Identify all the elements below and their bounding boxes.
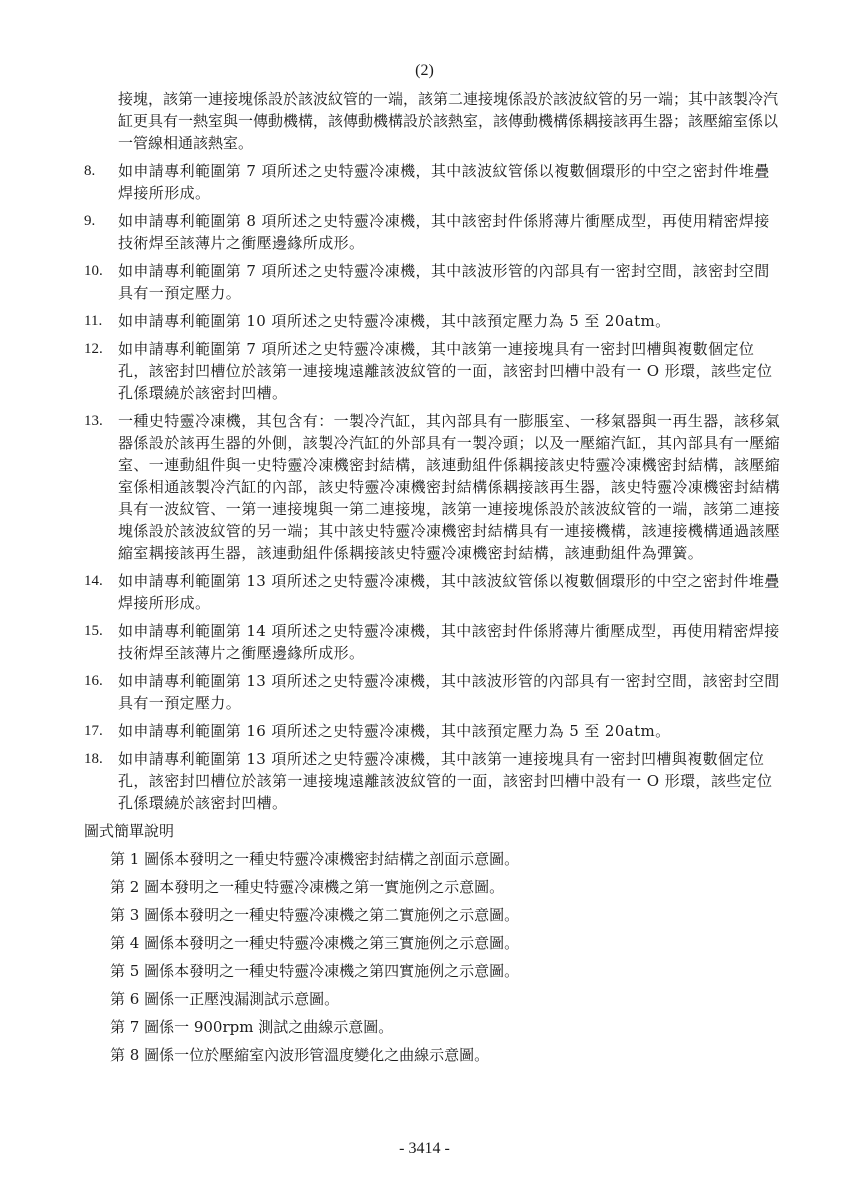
claim-item	[84, 748, 784, 814]
claim-item	[84, 260, 784, 304]
claim-item	[84, 620, 784, 664]
claim-text: 如申請專利範圍第 13 項所述之史特靈冷凍機，其中該第一連接塊具有一密封凹槽與複數個定位孔，該密封凹槽位於該第一連接塊遠離該波紋管的一面，該密封凹槽中設有一 O 形環，該些定位孔係環繞於該密封凹槽。	[118, 750, 773, 812]
figure-description: 第 5 圖係本發明之一種史特靈冷凍機之第四實施例之示意圖。	[110, 962, 520, 980]
claim-text: 一種史特靈冷凍機，其包含有：一製冷汽缸，其內部具有一膨脹室、一移氣器與一再生器，該移氣器係設於該再生器的外側，該製冷汽缸的外部具有一製冷頭；以及一壓縮汽缸，其內部具有一壓縮室、一連動組件與一史特靈冷凍機密封結構，該連動組件係耦接該史特靈冷凍機密封結構，該壓縮室係相通該製冷汽缸的內部，該史特靈冷凍機密封結構係耦接該再生器，該史特靈冷凍機密封結構具有一波紋管、一第一連接塊與一第二連接塊，該第一連接塊係設於該波紋管的一端，該第二連接塊係設於該波紋管的另一端；其中該史特靈冷凍機密封結構具有一連接機構，該連接機構通過該壓縮室耦接該再生器，該連動組件係耦接該史特靈冷凍機密封結構，該連動組件為彈簧。	[118, 412, 781, 562]
claim-number: 12.	[84, 341, 103, 357]
figure-description: 第 1 圖係本發明之一種史特靈冷凍機密封結構之剖面示意圖。	[110, 850, 520, 868]
claim-number: 10.	[84, 263, 103, 279]
claim-number: 18.	[84, 751, 103, 767]
claim-number: 16.	[84, 673, 103, 689]
figure-description: 第 3 圖係本發明之一種史特靈冷凍機之第二實施例之示意圖。	[110, 906, 520, 924]
claim-item	[84, 720, 784, 742]
claim-text: 如申請專利範圍第 13 項所述之史特靈冷凍機，其中該波紋管係以複數個環形的中空之密封件堆疊焊接所形成。	[118, 572, 780, 612]
claim-number: 17.	[84, 723, 103, 739]
claim-text: 如申請專利範圍第 16 項所述之史特靈冷凍機，其中該預定壓力為 5 至 20atm。	[118, 722, 671, 740]
claim-text: 如申請專利範圍第 7 項所述之史特靈冷凍機，其中該波紋管係以複數個環形的中空之密封件堆疊焊接所形成。	[118, 162, 770, 202]
claim-number: 15.	[84, 623, 103, 639]
claim-text: 如申請專利範圍第 10 項所述之史特靈冷凍機，其中該預定壓力為 5 至 20atm。	[118, 312, 671, 330]
continuation-paragraph: 接塊，該第一連接塊係設於該波紋管的一端，該第二連接塊係設於該波紋管的另一端；其中該製冷汽缸更具有一熱室與一傳動機構，該傳動機構設於該熱室，該傳動機構係耦接該再生器；該壓縮室係以一管線相通該熱室。	[118, 90, 779, 152]
claim-number: 8.	[84, 163, 96, 179]
claim-item	[84, 310, 784, 332]
claim-number: 13.	[84, 413, 103, 429]
claim-item	[84, 160, 784, 204]
claim-number: 11.	[84, 313, 103, 329]
claim-text: 如申請專利範圍第 8 項所述之史特靈冷凍機，其中該密封件係將薄片衝壓成型，再使用精密焊接技術焊至該薄片之衝壓邊緣所成形。	[118, 212, 770, 252]
claim-number: 14.	[84, 573, 103, 589]
figures-heading: 圖式簡單說明	[84, 822, 175, 840]
claim-item	[84, 670, 784, 714]
figure-description: 第 4 圖係本發明之一種史特靈冷凍機之第三實施例之示意圖。	[110, 934, 520, 952]
claims-list	[84, 160, 784, 814]
figure-description: 第 6 圖係一正壓洩漏測試示意圖。	[110, 990, 340, 1008]
claim-text: 如申請專利範圍第 7 項所述之史特靈冷凍機，其中該第一連接塊具有一密封凹槽與複數個定位孔，該密封凹槽位於該第一連接塊遠離該波紋管的一面，該密封凹槽中設有一 O 形環，該些定位孔係環繞於該密封凹槽。	[118, 340, 773, 402]
document-body	[84, 88, 784, 1072]
claim-number: 9.	[84, 213, 96, 229]
figure-description: 第 2 圖本發明之一種史特靈冷凍機之第一實施例之示意圖。	[110, 878, 505, 896]
page-label-top: (2)	[415, 62, 434, 79]
figure-description: 第 7 圖係一 900rpm 測試之曲線示意圖。	[110, 1018, 394, 1036]
claim-text: 如申請專利範圍第 7 項所述之史特靈冷凍機，其中該波形管的內部具有一密封空間，該密封空間具有一預定壓力。	[118, 262, 770, 302]
claim-text: 如申請專利範圍第 13 項所述之史特靈冷凍機，其中該波形管的內部具有一密封空間，該密封空間具有一預定壓力。	[118, 672, 780, 712]
claim-item	[84, 210, 784, 254]
claim-item	[84, 338, 784, 404]
claim-text: 如申請專利範圍第 14 項所述之史特靈冷凍機，其中該密封件係將薄片衝壓成型，再使用精密焊接技術焊至該薄片之衝壓邊緣所成形。	[118, 622, 780, 662]
claim-item	[84, 570, 784, 614]
figure-description: 第 8 圖係一位於壓縮室內波形管溫度變化之曲線示意圖。	[110, 1046, 490, 1064]
page-number-bottom: - 3414 -	[399, 1140, 450, 1157]
figures-list	[84, 848, 784, 1066]
claim-item	[84, 410, 784, 564]
